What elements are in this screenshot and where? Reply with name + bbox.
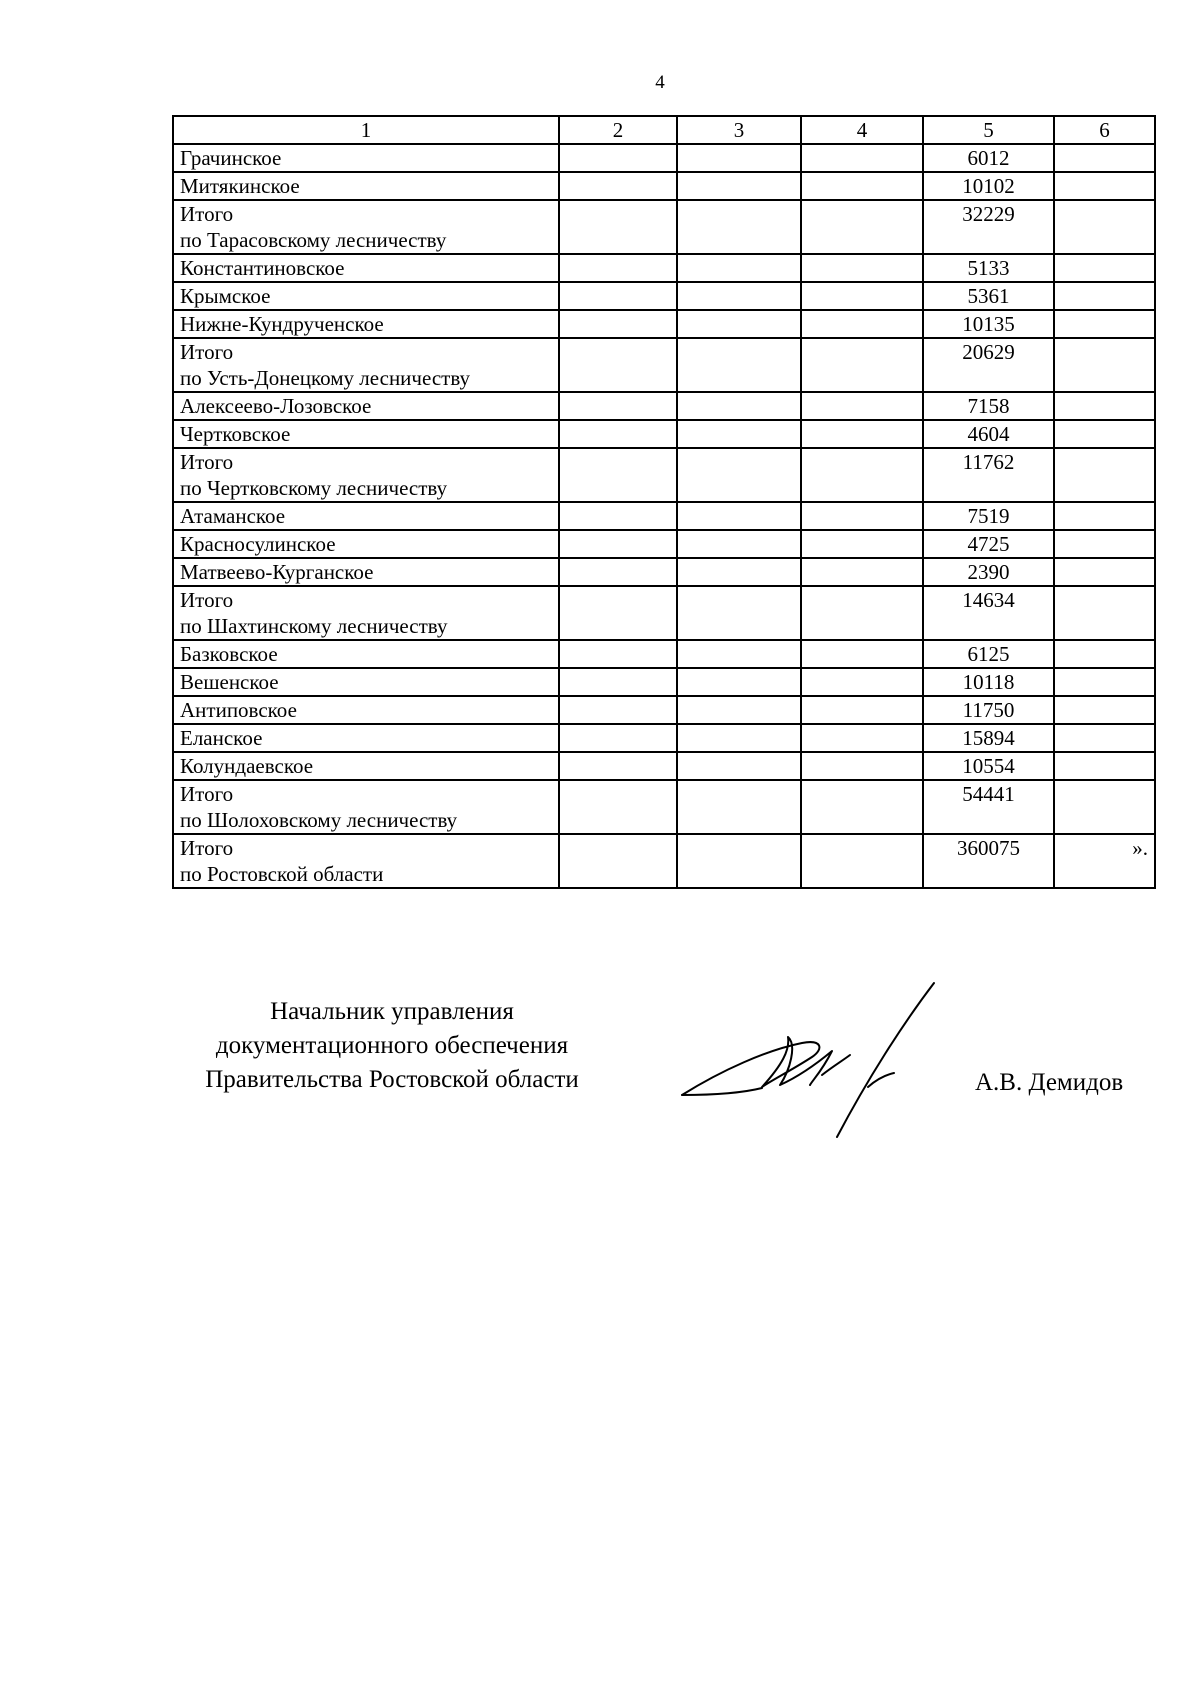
forestry-name-cell [173,834,559,888]
value-cell: 11750 [923,696,1054,724]
empty-cell [677,558,801,586]
empty-cell [677,696,801,724]
empty-cell [559,254,677,282]
value-cell: 7158 [923,392,1054,420]
empty-cell [677,200,801,254]
table-row [173,254,1155,282]
value-cell: 10554 [923,752,1054,780]
column-header: 2 [559,116,677,144]
value-cell: 5361 [923,282,1054,310]
table-header-row [173,116,1155,144]
note-cell [1054,200,1155,254]
empty-cell [559,200,677,254]
empty-cell [559,780,677,834]
note-cell [1054,696,1155,724]
empty-cell [559,668,677,696]
note-cell [1054,172,1155,200]
column-header: 4 [801,116,923,144]
value-cell: 10135 [923,310,1054,338]
empty-cell [677,172,801,200]
value-cell: 11762 [923,448,1054,502]
empty-cell [559,282,677,310]
empty-cell [559,696,677,724]
empty-cell [559,640,677,668]
table-row [173,668,1155,696]
table-row [173,172,1155,200]
table-row [173,530,1155,558]
forestry-name-line: Атаманское [180,504,286,528]
table-row [173,502,1155,530]
forestry-name-line: по Ростовской области [180,862,384,886]
forestry-name-line: Итого [180,202,234,226]
forestry-name-line: Итого [180,588,234,612]
forestry-name-cell [173,586,559,640]
column-header: 3 [677,116,801,144]
forestry-name-line: Грачинское [180,146,282,170]
value-cell: 360075 [923,834,1054,888]
forestry-name-line: Базковское [180,642,278,666]
forestry-name-line: Вешенское [180,670,279,694]
position-line: Начальник управления [270,998,514,1025]
empty-cell [559,502,677,530]
value-cell: 5133 [923,254,1054,282]
empty-cell [801,200,923,254]
table-row [173,696,1155,724]
empty-cell [677,780,801,834]
forestry-name-cell [173,780,559,834]
empty-cell [677,282,801,310]
empty-cell [801,448,923,502]
empty-cell [801,338,923,392]
note-cell [1054,780,1155,834]
empty-cell [801,558,923,586]
forestry-name-cell [173,640,559,668]
forestry-name-cell [173,448,559,502]
position-line: Правительства Ростовской области [205,1066,579,1093]
forestry-name-cell [173,558,559,586]
handwritten-signature [672,975,962,1140]
empty-cell [559,724,677,752]
column-header: 6 [1054,116,1155,144]
value-cell: 6012 [923,144,1054,172]
column-header: 1 [173,116,559,144]
value-cell: 10118 [923,668,1054,696]
forestry-name-cell [173,172,559,200]
forestry-name-cell [173,338,559,392]
table-row [173,586,1155,640]
empty-cell [559,172,677,200]
empty-cell [677,668,801,696]
empty-cell [801,144,923,172]
note-cell [1054,144,1155,172]
forestry-name-cell [173,502,559,530]
forestry-name-line: Итого [180,836,234,860]
empty-cell [801,724,923,752]
table-row [173,558,1155,586]
page-number: 4 [655,72,665,93]
forestry-name-line: Константиновское [180,256,345,280]
value-cell: 7519 [923,502,1054,530]
empty-cell [559,752,677,780]
table-row [173,834,1155,888]
forestry-name-cell [173,752,559,780]
table-row [173,200,1155,254]
empty-cell [677,338,801,392]
empty-cell [559,420,677,448]
empty-cell [559,586,677,640]
note-cell [1054,310,1155,338]
empty-cell [677,392,801,420]
forestry-name-line: Крымское [180,284,271,308]
forestry-name-cell [173,310,559,338]
empty-cell [801,282,923,310]
value-cell: 14634 [923,586,1054,640]
table-row [173,780,1155,834]
forestry-name-line: Чертковское [180,422,291,446]
note-cell [1054,530,1155,558]
table-row [173,392,1155,420]
note-cell [1054,668,1155,696]
empty-cell [677,502,801,530]
table-row [173,752,1155,780]
forestry-name-cell [173,144,559,172]
table-row [173,338,1155,392]
empty-cell [559,530,677,558]
empty-cell [559,558,677,586]
forestry-name-line: по Шахтинскому лесничеству [180,614,448,638]
empty-cell [801,420,923,448]
note-cell [1054,752,1155,780]
empty-cell [801,254,923,282]
forestry-name-line: по Усть-Донецкому лесничеству [180,366,471,390]
column-header: 5 [923,116,1054,144]
table-row [173,640,1155,668]
empty-cell [559,448,677,502]
empty-cell [677,640,801,668]
forestry-name-cell [173,254,559,282]
forestry-name-line: Матвеево-Курганское [180,560,374,584]
forestry-name-cell [173,392,559,420]
empty-cell [801,780,923,834]
empty-cell [559,338,677,392]
note-cell [1054,558,1155,586]
empty-cell [801,752,923,780]
note-cell [1054,502,1155,530]
table-row [173,310,1155,338]
empty-cell [677,586,801,640]
table-row [173,448,1155,502]
note-cell: ». [1054,834,1155,888]
empty-cell [677,530,801,558]
empty-cell [559,834,677,888]
value-cell: 54441 [923,780,1054,834]
note-cell [1054,338,1155,392]
empty-cell [801,502,923,530]
empty-cell [559,392,677,420]
empty-cell [801,530,923,558]
empty-cell [677,724,801,752]
table-body [173,116,1155,888]
forestry-name-line: Итого [180,450,234,474]
forestry-name-line: по Шолоховскому лесничеству [180,808,458,832]
note-cell [1054,724,1155,752]
empty-cell [677,448,801,502]
value-cell: 4725 [923,530,1054,558]
value-cell: 15894 [923,724,1054,752]
signatory-position [172,995,612,1097]
empty-cell [677,254,801,282]
forestry-name-cell [173,282,559,310]
table-row [173,420,1155,448]
empty-cell [677,310,801,338]
empty-cell [677,144,801,172]
position-line: документационного обеспечения [215,1032,569,1059]
note-cell [1054,392,1155,420]
forestry-name-line: Антиповское [180,698,297,722]
forestry-name-line: Красносулинское [180,532,336,556]
note-cell [1054,586,1155,640]
forestry-name-line: Алексеево-Лозовское [180,394,372,418]
note-cell [1054,254,1155,282]
forestry-name-cell [173,696,559,724]
value-cell: 32229 [923,200,1054,254]
empty-cell [801,172,923,200]
empty-cell [801,668,923,696]
forestry-name-line: Нижне-Кундрученское [180,312,384,336]
empty-cell [801,586,923,640]
forestry-name-cell [173,530,559,558]
table-row [173,724,1155,752]
table-row [173,282,1155,310]
empty-cell [559,310,677,338]
note-cell [1054,420,1155,448]
value-cell: 10102 [923,172,1054,200]
empty-cell [801,696,923,724]
empty-cell [801,834,923,888]
note-cell [1054,640,1155,668]
forestry-name-line: Еланское [180,726,263,750]
forestry-name-cell [173,200,559,254]
forestry-name-line: Колундаевское [180,754,314,778]
signer-name: А.В. Демидов [975,1069,1124,1096]
empty-cell [801,640,923,668]
value-cell: 4604 [923,420,1054,448]
note-cell [1054,282,1155,310]
forestry-name-line: по Тарасовскому лесничеству [180,228,447,252]
forestry-name-line: Митякинское [180,174,300,198]
empty-cell [801,310,923,338]
empty-cell [559,144,677,172]
forestry-name-cell [173,724,559,752]
forestry-name-line: по Чертковскому лесничеству [180,476,448,500]
note-cell [1054,448,1155,502]
forestry-name-line: Итого [180,340,234,364]
forestry-table [172,115,1156,889]
empty-cell [677,420,801,448]
forestry-name-cell [173,668,559,696]
forestry-name-line: Итого [180,782,234,806]
value-cell: 20629 [923,338,1054,392]
empty-cell [677,834,801,888]
empty-cell [801,392,923,420]
value-cell: 2390 [923,558,1054,586]
forestry-name-cell [173,420,559,448]
value-cell: 6125 [923,640,1054,668]
table-row [173,144,1155,172]
empty-cell [677,752,801,780]
